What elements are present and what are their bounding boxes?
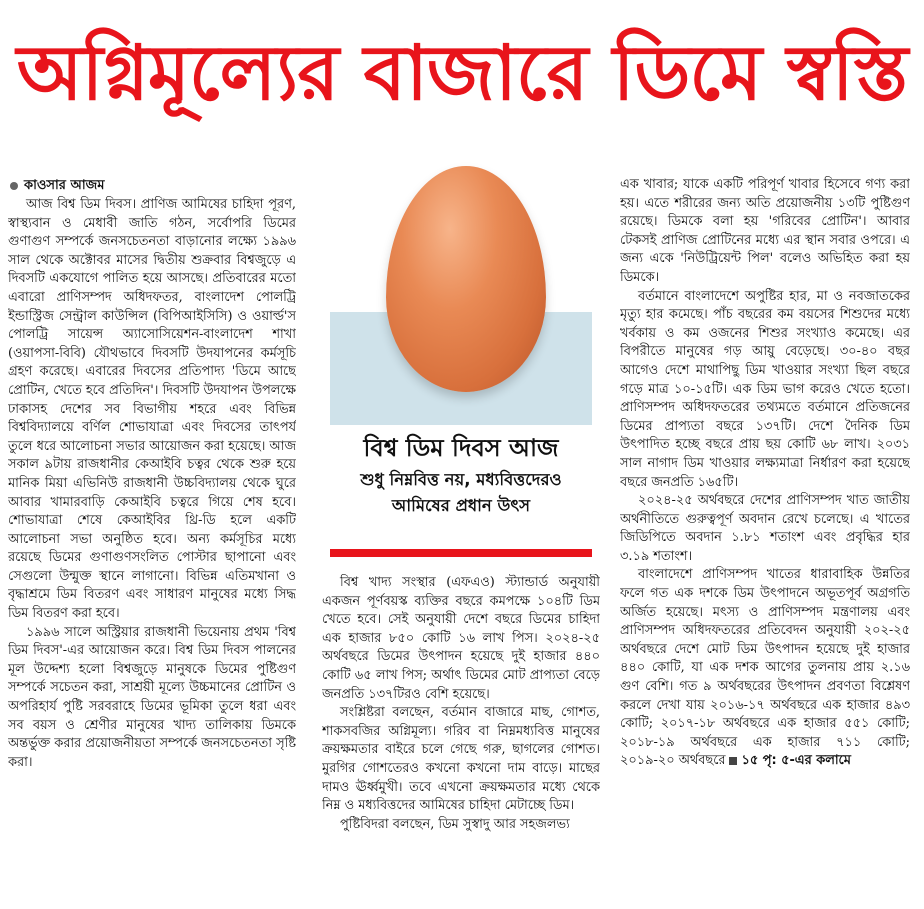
paragraph: ২০২৪-২৫ অর্থবছরে দেশের প্রাণিসম্পদ খাত জাতীয় অর্থনীতিতে গুরুত্বপূর্ণ অবদান রেখে চলেছে। এ খাতের জিডিপিতে অবদান ১.৮১ শতাংশ এবং প্রবৃদ্ধির হার ৩.১৯ শতাংশ। [620,493,910,564]
caption-sub-2: আমিষের প্রধান উৎস [391,496,531,515]
column-3 [620,176,910,902]
paragraph: সংশ্লিষ্টরা বলছেন, বর্তমান বাজারে মাছ, গোশত, শাকসবজির অগ্নিমূল্য। গরিব বা নিম্নমধ্যবিত্ত মানুষের ক্রয়ক্ষমতার বাইরে চলে গেছে গরু, ছাগলের গোশত। মুরগির গোশতেরও কখনো কখনো দাম বাড়ে। মাছের দামও ঊর্ধ্বমুখী। তবে এখনো ক্রয়ক্ষমতার মধ্যে থেকে নিম্ন ও মধ্যবিত্তদের আমিষের চাহিদা মেটাচ্ছে ডিম। [322,705,600,814]
paragraph-text: বাংলাদেশে প্রাণিসম্পদ খাতের ধারাবাহিক উন্নতির ফলে গত এক দশকে ডিম উৎপাদনে অভূতপূর্ব অগ্রগতি অর্জিত হয়েছে। মৎস্য ও প্রাণিসম্পদ মন্ত্রণালয় এবং প্রাণিসম্পদ অধিদফতরের প্রতিবেদন অনুযায়ী ২০২-২৫ অর্থবছরে দেশে মোট ডিম উৎপাদন হয়েছে দুই হাজার ৪৪০ কোটি, যা এক দশক আগের তুলনায় প্রায় ২.১৬ গুণ বেশি। গত ৯ অর্থবছরের উৎপাদন প্রবণতা বিশ্লেষণ করলে দেখা যায় ২০১৬-১৭ অর্থবছরে এক হাজার ৪৯৩ কোটি; ২০১৭-১৮ অর্থবছরে এক হাজার ৫৫১ কোটি; ২০১৮-১৯ অর্থবছরে এক হাজার ৭১১ কোটি; ২০১৯-২০ অর্থবছরে [620,567,910,769]
paragraph: বিশ্ব খাদ্য সংস্থার (এফএও) স্ট্যান্ডার্ড অনুযায়ী একজন পূর্ণবয়স্ক ব্যক্তির বছরে কমপক্ষে ১০৪টি ডিম খেতে হবে। সেই অনুযায়ী দেশে বছরে ডিমের চাহিদা এক হাজার ৮৫০ কোটি ১৬ লাখ পিস। ২০২৪-২৫ অর্থবছরে ডিমের উৎপাদন হয়েছে দুই হাজার ৪৪০ কোটি ৬৫ লাখ পিস; অর্থাৎ ডিমের মোট প্রাপ্যতা বেড়ে জনপ্রতি ১৩৭টিরও বেশি হয়েছে। [322,575,600,702]
paragraph: এক খাবার; যাকে একটি পরিপূর্ণ খাবার হিসেবে গণ্য করা হয়। এতে শরীরের জন্য অতি প্রয়োজনীয় ১৩টি পুষ্টিগুণ রয়েছে। ডিমকে বলা হয় 'গরিবের প্রোটিন'। আবার টেকসই প্রাণিজ প্রোটিনের মধ্যে এর স্থান সবার ওপরে। এ জন্য একে 'নিউট্রিয়েন্ট পিল' বলেও অভিহিত করা হয় ডিমকে। [620,177,910,285]
continuation-ref[interactable] [725,753,850,768]
column-1 [8,196,296,902]
paragraph: বর্তমানে বাংলাদেশে অপুষ্টির হার, মা ও নবজাতকের মৃত্যু হার কমেছে। পাঁচ বছরের কম বয়সের শিশুদের মধ্যে খর্বকায় ও কম ওজনের শিশুর সংখ্যাও কমেছে। এর বিপরীতে মানুষের গড় আয়ু বেড়েছে। ৩০-৪০ বছর আগেও দেশে মাথাপিছু ডিম খাওয়ার সংখ্যা ছিল বছরে গড়ে মাত্র ১০-১৫টি। এক ডিম ভাগ করেও খেতে হতো। প্রাণিসম্পদ অধিদফতরের তথ্যমতে বর্তমানে প্রতিজনের ডিমের প্রাপ্যতা বছরে ১৩৭টি। দেশে দৈনিক ডিম উৎপাদিত হচ্ছে বছরে প্রায় ছয় কোটি ৬৮ লাখ। ২০৩১ সাল নাগাদ ডিম খাওয়ার লক্ষ্যমাত্রা নির্ধারণ করা হয়েছে বছরে জনপ্রতি ১৬৫টি। [620,288,910,490]
caption-title: বিশ্ব ডিম দিবস আজ [363,434,559,462]
column-2 [322,574,600,902]
byline [10,176,104,197]
continuation-text: ১৫ পৃ: ৫-এর কলামে [741,753,851,769]
egg-icon [386,166,546,392]
bullet-icon [10,182,18,190]
paragraph: আজ বিশ্ব ডিম দিবস। প্রাণিজ আমিষের চাহিদা পূরণ, স্বাস্থ্যবান ও মেধাবী জাতি গঠন, সর্বোপরি ডিমের গুণাগুণ সম্পর্কে জনসচেতনতা বাড়ানোর লক্ষ্যে ১৯৯৬ সাল থেকে অক্টোবর মাসের দ্বিতীয় শুক্রবার বিশ্বজুড়ে এ দিবসটি একযোগে পালিত হয়ে আসছে। প্রতিবারের মতো এবারো প্রাণিসম্পদ অধিদফতর, বাংলাদেশ পোলট্রি ইন্ডাস্ট্রিজ সেন্ট্রাল কাউন্সিল (বিপিআইসিসি) ও ওয়ার্ল্ড'স পোলট্রি সায়েন্স অ্যাসোসিয়েশন-বাংলাদেশ শাখা (ওয়াপসা-বিবি) যৌথভাবে দিবসটি উদযাপনের কর্মসূচি গ্রহণ করেছে। এবারের দিবসের প্রতিপাদ্য 'ডিমে আছে প্রোটিন, খেতে হবে প্রতিদিন'। দিবসটি উদযাপন উপলক্ষে ঢাকাসহ দেশের সব বিভাগীয় শহরে এবং বিভিন্ন বিশ্ববিদ্যালয়ে বর্ণিল শোভাযাত্রা এবং দিবসের তাৎপর্য তুলে ধরে আলোচনা সভার আয়োজন করা হয়েছে। আজ সকাল ৯টায় রাজধানীর কেআইবি চত্বর থেকে শুরু হয়ে মানিক মিয়া এভিনিউ রাজধানী উচ্চবিদ্যালয় থেকে ঘুরে আবার খামারবাড়ি কেআইবি চত্বরে গিয়ে শেষ হবে। শোভাযাত্রা শেষে কেআইবির থ্রি-ডি হলে একটি আলোচনা সভা অনুষ্ঠিত হবে। অন্য কর্মসূচির মধ্যে রয়েছে ডিমের গুণাগুণসংলিত পোস্টার ছাপানো এবং সেগুলো উন্মুক্ত স্থানে লাগানো। বিভিন্ন এতিমখানা ও বৃদ্ধাশ্রমে ডিম বিতরণ এবং সাধারণ মানুষের মধ্যে সিদ্ধ ডিম বিতরণ করা হবে। [8,197,296,622]
square-icon [729,757,737,765]
caption-divider [330,549,592,557]
byline-name: কাওসার আজম [24,178,105,193]
paragraph [620,566,910,771]
caption-sub-1: শুধু নিম্নবিত্ত নয়, মধ্যবিত্তদেরও [360,470,562,489]
photo-caption [322,425,600,565]
paragraph: ১৯৯৬ সালে অস্ট্রিয়ার রাজধানী ভিয়েনায় প্রথম 'বিশ্ব ডিম দিবস'-এর আয়োজন করে। বিশ্ব ডিম দিবস পালনের মূল উদ্দেশ্য হলো বিশ্বজুড়ে মানুষকে ডিমের পুষ্টিগুণ সম্পর্কে সচেতন করা, সাশ্রয়ী মূল্যে উচ্চমানের প্রোটিন ও অপরিহার্য পুষ্টি সরবরাহে ডিমের ভূমিকা তুলে ধরা এবং সব বয়স ও শ্রেণীর মানুষের খাদ্য তালিকায় ডিমকে অন্তর্ভুক্ত করার প্রয়োজনীয়তা সম্পর্কে জনসচেতনতা সৃষ্টি করা। [8,624,296,770]
egg-photo [322,160,600,460]
headline: অগ্নিমূল্যের বাজারে ডিমে স্বস্তি [16,28,908,117]
paragraph: পুষ্টিবিদরা বলছেন, ডিম সুস্বাদু আর সহজলভ্য [340,816,570,832]
